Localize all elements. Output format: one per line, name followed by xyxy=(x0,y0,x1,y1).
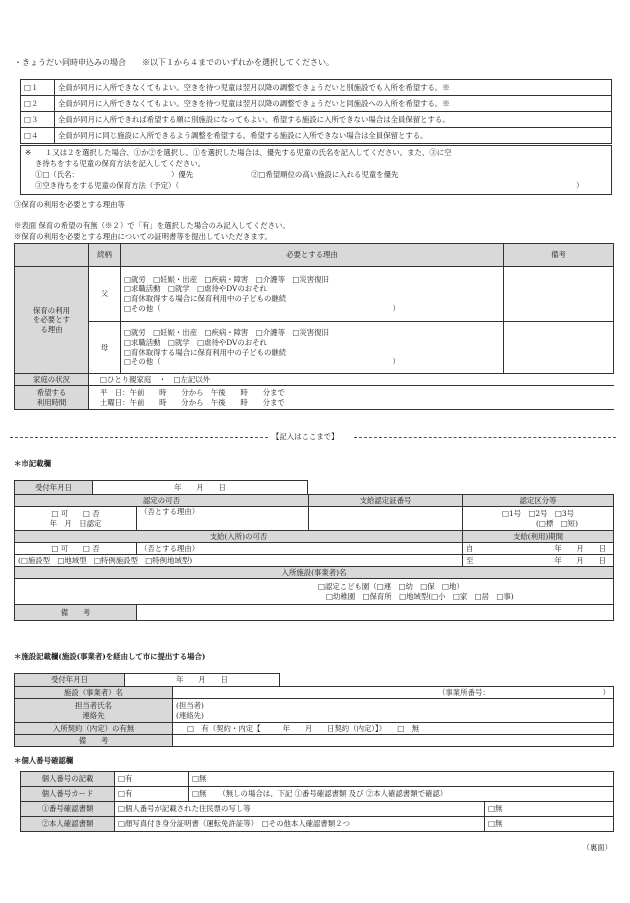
facility-person-value[interactable]: (担当者) (連絡先) xyxy=(173,699,614,723)
note-line-2: き待ちをする児童の保育方法を記入してください。 xyxy=(35,159,205,168)
city-remarks-value[interactable] xyxy=(137,605,614,621)
cert-number-value[interactable] xyxy=(309,507,463,531)
hours-label: 希望する 利用時間 xyxy=(15,386,89,410)
sibling-options-table xyxy=(20,79,612,144)
period-from[interactable]: 自 年 月 日 xyxy=(463,543,614,555)
approval-options[interactable]: □ 可 □ 否 年 月 日認定 xyxy=(15,507,137,531)
category-options[interactable]: □1号 □2号 □3号 (□標 □短) xyxy=(463,507,614,531)
identity-doc-no[interactable]: □無 xyxy=(485,817,614,832)
facility-remarks-label: 備 考 xyxy=(15,735,173,747)
option-2-text: 全員が同月に入所できなくてもよい。空きを待つ児童は翌月以降の調整できょうだいと同施設への入所を希望する。※ xyxy=(55,96,612,112)
category-label: 認定区分等 xyxy=(463,495,614,507)
col-remarks: 備考 xyxy=(504,244,614,267)
sibling-header: ・きょうだい同時申込みの場合 ※以下１から４までのいずれかを選択してください。 xyxy=(14,58,334,67)
divider-line-left xyxy=(10,437,268,438)
admission-label: 支給(入所)の可否 xyxy=(15,531,463,543)
divider-line-right xyxy=(354,437,616,438)
mynumber-entry-no[interactable]: □無 xyxy=(189,772,614,787)
facility-received-label: 受付年月日 xyxy=(15,674,125,687)
priority-suffix: ）優先 xyxy=(171,170,194,179)
sibling-note-box xyxy=(20,145,612,195)
divider-label: 【記入はここまで】 xyxy=(272,432,339,441)
col-relation: 続柄 xyxy=(89,244,121,267)
reason-table xyxy=(14,243,614,410)
option-3-text: 全員が同月に入所できれば希望する順に別施設になってもよい。希望する施設に入所できない場合は全員保留とする。 xyxy=(55,112,612,128)
reason-note-1: ※表面 保育の希望の有無（※２）で「有」を選択した場合のみ記入してください。 xyxy=(14,221,290,230)
facility-title: ＊施設記載欄(施設(事業者)を経由して市に提出する場合) xyxy=(14,652,206,661)
option-4-text: 全員が同月に同じ施設に入所できるよう調整を希望する。希望する施設に入所できない場合は全員保留とする。 xyxy=(55,128,612,144)
facility-table xyxy=(14,686,614,747)
mynumber-card-yes[interactable]: □有 xyxy=(115,787,189,802)
facility-received-value[interactable]: 年 月 日 xyxy=(125,674,280,687)
mother-label: 母 xyxy=(89,322,121,374)
option-1-checkbox[interactable]: □１ xyxy=(21,80,55,96)
approval-reason[interactable]: （否とする理由） xyxy=(137,507,309,531)
facility-type-options[interactable]: □認定こども園（□連 □幼 □保 □地） □幼稚園 □保育所 □地域型(□小 □家 □居 □事) xyxy=(15,579,614,605)
number-doc-label: ①番号確認書類 xyxy=(21,802,115,817)
number-doc-no[interactable]: □無 xyxy=(485,802,614,817)
note-mark: ※ xyxy=(25,148,32,157)
priority-rank-checkbox[interactable]: ②□希望順位の高い施設に入れる児童を優先 xyxy=(251,170,399,179)
father-label: 父 xyxy=(89,267,121,322)
city-remarks-label: 備 考 xyxy=(15,605,137,621)
option-3-checkbox[interactable]: □３ xyxy=(21,112,55,128)
option-4-checkbox[interactable]: □４ xyxy=(21,128,55,144)
facility-name-value[interactable]: （事業所番号： ） xyxy=(173,687,614,699)
contract-label: 入所契約（内定）の有無 xyxy=(15,723,173,735)
type-options[interactable]: (□施設型 □地域型 □特例施設型 □特例地域型) xyxy=(15,555,463,567)
identity-doc-label: ②本人確認書類 xyxy=(21,817,115,832)
city-approval-table xyxy=(14,494,614,621)
facility-received xyxy=(14,673,280,687)
family-value[interactable]: □ひとり親家庭 ・ □左記以外 xyxy=(89,374,614,386)
option-2-checkbox[interactable]: □２ xyxy=(21,96,55,112)
father-reason-options[interactable]: □就労 □妊娠・出産 □疾病・障害 □介護等 □災害復旧 □求職活動 □就学 □虐待やDVのおそれ □育休取得する場合に保育利用中の子どもの継続 □その他（ ） xyxy=(121,267,504,322)
mynumber-table xyxy=(20,771,614,832)
hours-value[interactable]: 平 日：午前 時 分から 午後 時 分まで 土曜日：午前 時 分から 午後 時 分まで xyxy=(89,386,614,410)
page-side-label: （裏面） xyxy=(582,843,612,852)
facility-name-label: 施設（事業者）名 xyxy=(15,687,173,699)
waiting-method-close: ） xyxy=(576,181,584,190)
city-received-label: 受付年月日 xyxy=(15,481,93,495)
period-to[interactable]: 至 年 月 日 xyxy=(463,555,614,567)
reason-corner xyxy=(15,244,89,267)
mother-reason-options[interactable]: □就労 □妊娠・出産 □疾病・障害 □介護等 □災害復旧 □求職活動 □就学 □虐待やDVのおそれ □育休取得する場合に保育利用中の子どもの継続 □その他（ ） xyxy=(121,322,504,374)
mynumber-entry-label: 個人番号の記載 xyxy=(21,772,115,787)
mynumber-title: ＊個人番号確認欄 xyxy=(14,756,74,765)
mynumber-card-no[interactable]: □無 （無しの場合は、下記 ①番号確認書類 及び ②本人確認書類で確認） xyxy=(189,787,614,802)
contract-value[interactable]: □ 有（契約・内定【 年 月 日契約（内定）】） □ 無 xyxy=(173,723,614,735)
admission-options[interactable]: □ 可 □ 否 xyxy=(15,543,137,555)
city-received-value[interactable]: 年 月 日 xyxy=(93,481,308,495)
father-remarks[interactable] xyxy=(504,267,614,322)
reason-title: ③保育の利用を必要とする理由等 xyxy=(14,200,125,209)
col-reason: 必要とする理由 xyxy=(121,244,504,267)
note-line-1: １又は２を選択した場合、①か②を選択し、①を選択した場合は、優先する児童の氏名を記入してください。また、③に空 xyxy=(45,148,452,157)
approval-label: 認定の可否 xyxy=(15,495,309,507)
facility-remarks-value[interactable] xyxy=(173,735,614,747)
period-label: 支給(利用)期間 xyxy=(463,531,614,543)
priority-name-checkbox[interactable]: ①□（氏名： xyxy=(35,170,79,179)
option-1-text: 全員が同月に入所できなくてもよい。空きを待つ児童は翌月以降の調整できょうだいと別施設でも入所を希望する。※ xyxy=(55,80,612,96)
identity-doc-options[interactable]: □顔写真付き身分証明書（運転免許証等） □その他本人確認書類２つ xyxy=(115,817,485,832)
number-doc-option[interactable]: □個人番号が記載された住民票の写し等 xyxy=(115,802,485,817)
reason-note-2: ※保育の利用を必要とする理由についての証明書等を提出していただきます。 xyxy=(14,232,272,241)
facility-name-label: 入所施設(事業者)名 xyxy=(15,567,614,579)
facility-person-label: 担当者氏名 連絡先 xyxy=(15,699,173,723)
admission-reason[interactable]: （否とする理由） xyxy=(137,543,463,555)
reason-row-label: 保育の利用 を必要とす る理由 xyxy=(15,267,89,374)
mother-remarks[interactable] xyxy=(504,322,614,374)
mynumber-entry-yes[interactable]: □有 xyxy=(115,772,189,787)
family-label: 家庭の状況 xyxy=(15,374,89,386)
cert-number-label: 支給認定証番号 xyxy=(309,495,463,507)
city-title: ＊市記載欄 xyxy=(14,459,51,468)
waiting-method-label: ③空き待ちをする児童の保育方法（予定）（ xyxy=(35,181,180,190)
mynumber-card-label: 個人番号カード xyxy=(21,787,115,802)
city-received xyxy=(14,480,308,495)
